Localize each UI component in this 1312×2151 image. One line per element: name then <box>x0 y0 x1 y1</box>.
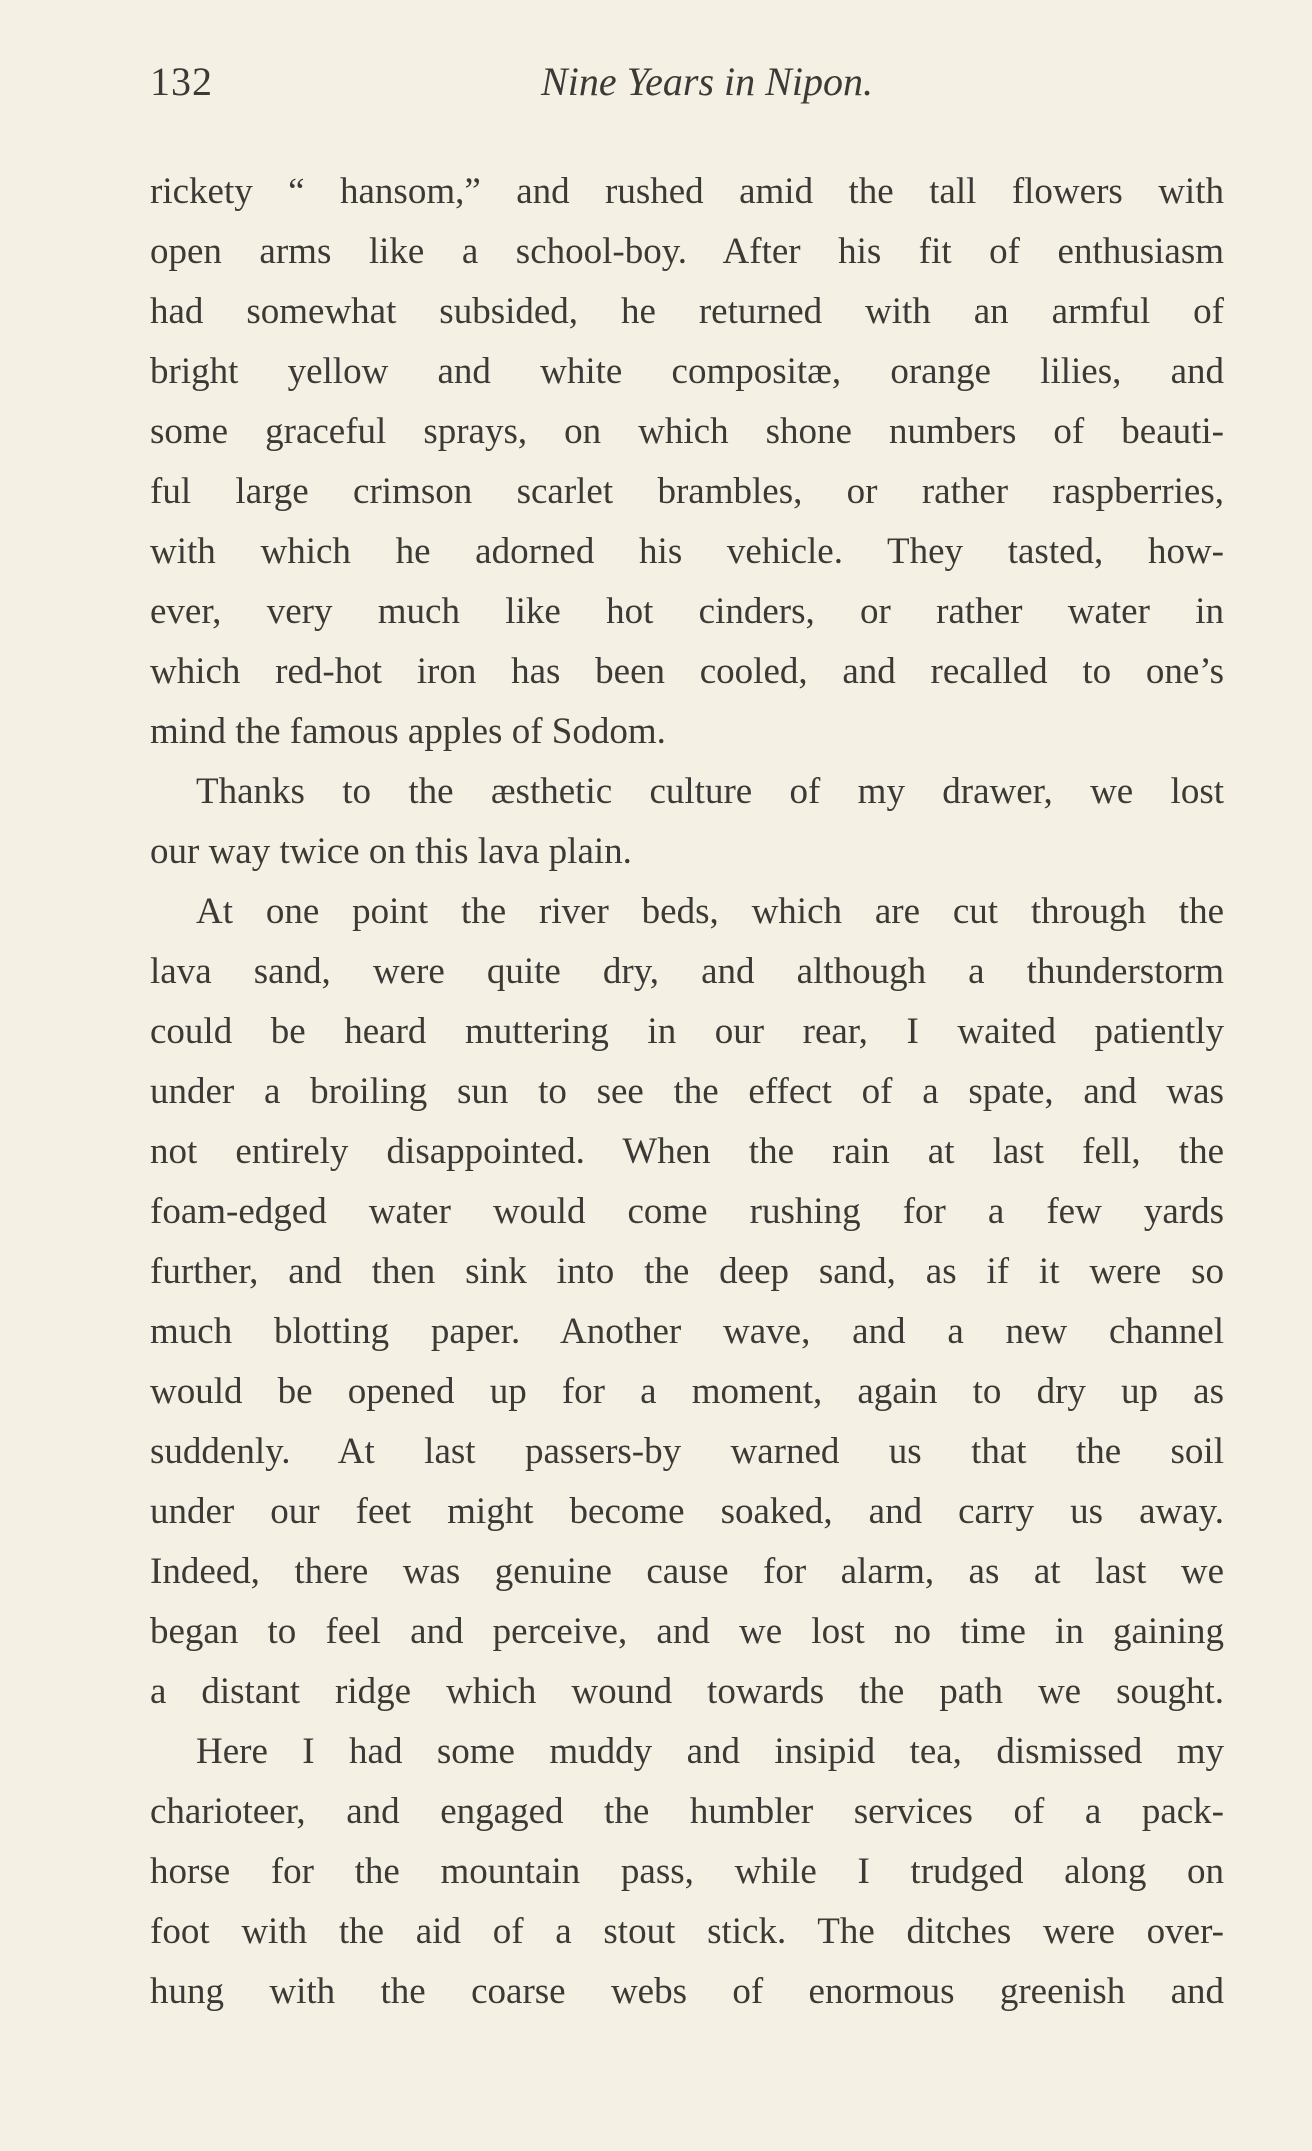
text-line: had somewhat subsided, he returned with an armful of <box>150 291 1224 332</box>
text-line: much blotting paper. Another wave, and a new channel <box>150 1311 1224 1352</box>
text-line: began to feel and perceive, and we lost no time in gaining <box>150 1611 1224 1652</box>
text-line: could be heard muttering in our rear, I waited patiently <box>150 1011 1224 1052</box>
text-line: which red-hot iron has been cooled, and recalled to one’s <box>150 651 1224 692</box>
text-line: ever, very much like hot cinders, or rather water in <box>150 591 1224 632</box>
text-line: some graceful sprays, on which shone numbers of beauti- <box>150 411 1224 452</box>
text-line: further, and then sink into the deep sand, as if it were so <box>150 1251 1224 1292</box>
text-line: our way twice on this lava plain. <box>150 831 632 872</box>
text-line: with which he adorned his vehicle. They tasted, how- <box>150 531 1224 572</box>
text-line: bright yellow and white compositæ, orange lilies, and <box>150 351 1224 392</box>
text-line: Indeed, there was genuine cause for alarm, as at last we <box>150 1551 1224 1592</box>
text-line: ful large crimson scarlet brambles, or rather raspberries, <box>150 471 1224 512</box>
text-line: a distant ridge which wound towards the path we sought. <box>150 1671 1224 1712</box>
page-number: 132 <box>150 59 213 104</box>
running-head <box>150 58 1224 118</box>
text-line: Thanks to the æsthetic culture of my drawer, we lost <box>196 771 1224 812</box>
text-line: suddenly. At last passers-by warned us that the soil <box>150 1431 1224 1472</box>
text-line: would be opened up for a moment, again to dry up as <box>150 1371 1224 1412</box>
text-line: rickety “ hansom,” and rushed amid the tall flowers with <box>150 171 1224 212</box>
text-line: under a broiling sun to see the effect of a spate, and was <box>150 1071 1224 1112</box>
text-line: foot with the aid of a stout stick. The ditches were over- <box>150 1911 1224 1952</box>
text-line: mind the famous apples of Sodom. <box>150 711 666 752</box>
text-line: horse for the mountain pass, while I trudged along on <box>150 1851 1224 1892</box>
running-title: Nine Years in Nipon. <box>541 59 873 104</box>
text-line: At one point the river beds, which are cut through the <box>196 891 1224 932</box>
text-line: under our feet might become soaked, and carry us away. <box>150 1491 1224 1532</box>
text-line: open arms like a school-boy. After his fit of enthusiasm <box>150 231 1224 272</box>
text-line: not entirely disappointed. When the rain at last fell, the <box>150 1131 1224 1172</box>
text-line: foam-edged water would come rushing for a few yards <box>150 1191 1224 1232</box>
text-line: Here I had some muddy and insipid tea, dismissed my <box>196 1731 1224 1772</box>
text-line: charioteer, and engaged the humbler services of a pack- <box>150 1791 1224 1832</box>
body-text <box>150 162 1224 2022</box>
text-line: hung with the coarse webs of enormous greenish and <box>150 1971 1224 2012</box>
text-line: lava sand, were quite dry, and although a thunderstorm <box>150 951 1224 992</box>
